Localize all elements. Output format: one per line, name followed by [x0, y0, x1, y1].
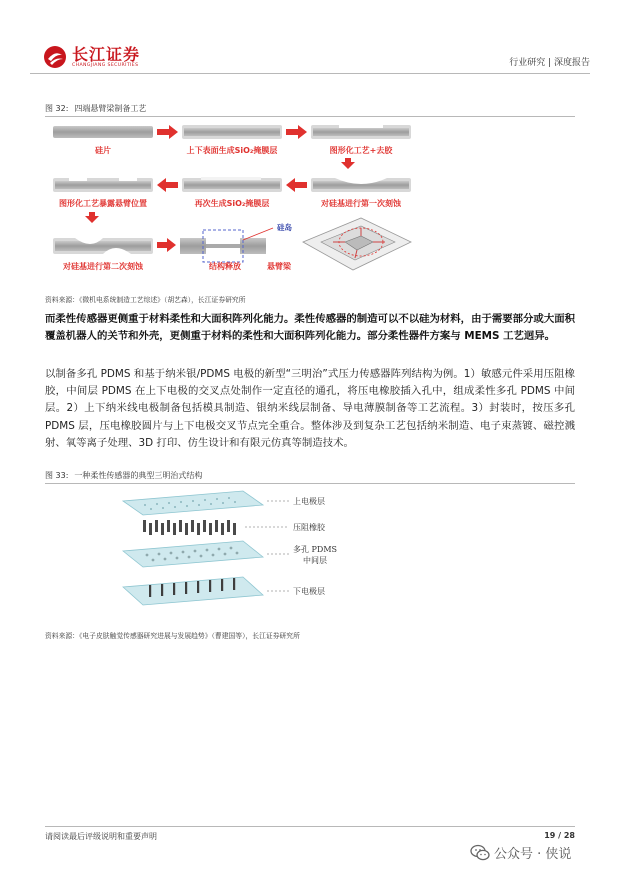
- page-number: 19 / 28: [544, 831, 575, 840]
- step-patterning: [311, 124, 411, 139]
- step-label-1: 硅片: [95, 146, 111, 155]
- arrow-5-icon: [286, 178, 307, 192]
- step-oxide-mask: [182, 125, 282, 139]
- paragraph-flexible-sensor: 而柔性传感器更侧重于材料柔性和大面积阵列化能力。柔性传感器的制造可以不以硅为材料，由于需要部分或大面积覆盖机器人的关节和外壳，更侧重于材料的柔性和大面积阵列化能力。部分柔性器件方案与 MEMS 工艺迥异。: [45, 313, 575, 343]
- changjiang-logo-icon: [42, 44, 68, 70]
- arrow-down-icon: [341, 158, 355, 169]
- figure-33-source: 资料来源：《电子皮肤触觉传感器研究进展与发展趋势》（曹建国等），长江证券研究所: [45, 632, 300, 640]
- layer-porous-pdms: [123, 541, 263, 567]
- arrow-4-icon: [157, 178, 178, 192]
- step-wafer: [53, 126, 153, 138]
- paragraph-pdms-process: 以制备多孔 PDMS 和基于纳米银/PDMS 电极的新型“三明治”式压力传感器阵列结构为例。1）敏感元件采用压阻橡胶，中间层 PDMS 在上下电极的交叉点处制作一定直径的通孔，将压电橡胶插入孔中，组成柔性多孔 PDMS 中间层。2）上下纳米线电极制备包括模具制造、银纳米线层制备、导电薄膜制备等工艺流程。3）封装时，按压多孔 PDMS 层，压电橡胶圆片与上下电极交叉节点完全重合。整体涉及到复杂工艺包括纳米制造、电子束蒸镀、磁控溅射、氧等离子处理、3D 打印、仿生设计和有限元仿真等制造技术。: [45, 368, 575, 449]
- sandwich-structure-diagram: [105, 487, 405, 615]
- label-bottom-electrode: 下电极层: [293, 587, 325, 596]
- figure-32-source: 资料来源：《微机电系统制造工艺综述》（胡艺森），长江证券研究所: [45, 296, 246, 304]
- step-label-4: 图形化工艺暴露悬臂位置: [59, 199, 147, 208]
- page-footer: [45, 826, 575, 842]
- label-top-electrode: 上电极层: [293, 497, 325, 506]
- figure-32-number: 图 32:: [45, 104, 69, 113]
- figure-32-rule: [45, 116, 575, 117]
- step-label-2: 上下表面生成SiO₂掩膜层: [186, 146, 278, 155]
- figure-33-number: 图 33:: [45, 471, 69, 480]
- logo-en-text: CHANGJIANG SECURITIES: [72, 62, 139, 68]
- label-piezo-rubber: 压阻橡胶: [293, 523, 325, 532]
- label-cantilever: 悬臂梁: [267, 262, 291, 271]
- figure-33-title: 一种柔性传感器的典型三明治式结构: [74, 471, 203, 480]
- label-porous-pdms: 多孔 PDMS: [293, 545, 338, 554]
- step-first-etch: [311, 178, 411, 192]
- arrow-2-icon: [286, 125, 307, 139]
- label-middle-layer: 中间层: [303, 556, 327, 565]
- step-label-3: 图形化工艺+去胶: [329, 146, 393, 155]
- brand-logo: [42, 44, 140, 70]
- layer-piezo-rubber: [143, 520, 236, 535]
- logo-cn-text: 长江证券: [72, 44, 141, 64]
- layer-bottom-electrode: [123, 577, 263, 605]
- label-silicon-island: 硅岛: [277, 223, 292, 232]
- wechat-icon: [470, 844, 490, 862]
- figure-33-rule: [45, 483, 575, 484]
- arrow-7-icon: [157, 238, 176, 252]
- step-release: [180, 230, 266, 262]
- cantilever-process-diagram: [45, 120, 415, 290]
- report-type-label: 行业研究 | 深度报告: [509, 58, 590, 68]
- page-header: [30, 40, 590, 74]
- figure-32-caption: [45, 103, 146, 114]
- step-label-7: 对硅基进行第二次刻蚀: [63, 262, 143, 271]
- disclaimer-link[interactable]: 请阅读最后评级说明和重要声明: [45, 832, 157, 841]
- step-label-5: 再次生成SiO₂掩膜层: [194, 199, 270, 208]
- arrow-1-icon: [157, 125, 178, 139]
- step-3d-view: [303, 218, 411, 270]
- watermark-text: 公众号 · 侠说: [494, 847, 572, 862]
- layer-top-electrode: [123, 491, 263, 515]
- figure-32-title: 四端悬臂梁制备工艺: [74, 104, 147, 113]
- wechat-watermark: [470, 843, 571, 862]
- step-second-etch: [53, 238, 153, 254]
- step-remask: [182, 177, 282, 192]
- step-expose-cantilever: [53, 177, 153, 192]
- step-label-8: 结构释放: [209, 262, 241, 271]
- figure-33-caption: [45, 470, 202, 481]
- arrow-down-2-icon: [85, 212, 99, 223]
- step-label-6: 对硅基进行第一次刻蚀: [321, 199, 401, 208]
